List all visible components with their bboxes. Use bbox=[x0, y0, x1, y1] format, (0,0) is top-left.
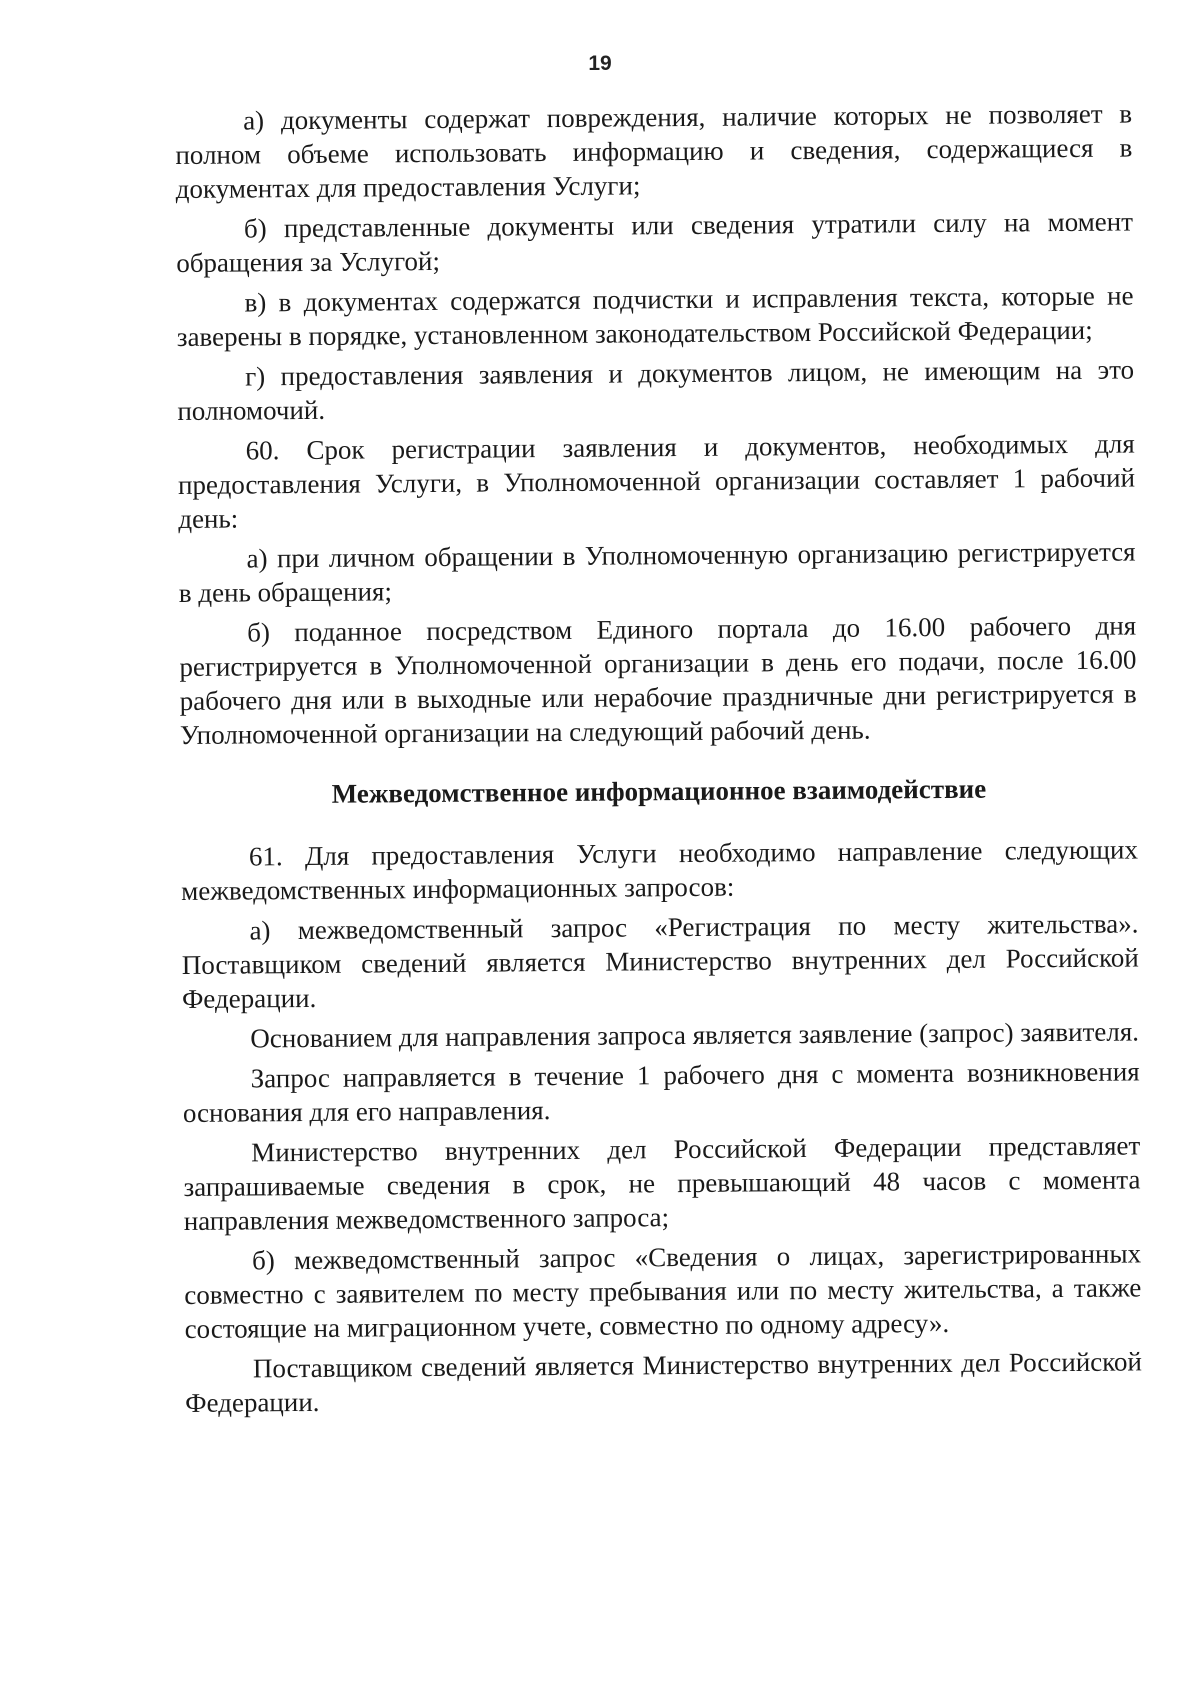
paragraph-61-b-request: б) межведомственный запрос «Сведения о лицах, зарегистрированных совместно с заявителем по месту пребывания или по месту жительства, а также состоящие на миграционном учете, совместно по одному адресу». bbox=[184, 1238, 1142, 1344]
paragraph-item-b-expired: б) представленные документы или сведения утратили силу на момент обращения за Услугой; bbox=[176, 206, 1134, 278]
paragraph-request-basis: Основанием для направления запроса является заявление (запрос) заявителя. bbox=[250, 1016, 1140, 1054]
paragraph-item-a-damaged: а) документы содержат повреждения, наличие которых не позволяет в полном объеме использовать информацию и сведения, содержащиеся в документах для предоставления Услуги; bbox=[175, 98, 1133, 204]
paragraph-response-term: Министерство внутренних дел Российской Федерации представляет запрашиваемые сведения в срок, не превышающий 48 часов с момента направления межведомственного запроса; bbox=[183, 1130, 1141, 1236]
paragraph-60-b-portal: б) поданное посредством Единого портала до 16.00 рабочего дня регистрируется в Уполномоченной организации в день его подачи, после 16.00 рабочего дня или в выходные или нерабочие праздничные дни регистрируется в Уполномоченной организации на следующий рабочий день. bbox=[179, 610, 1137, 750]
paragraph-60-a-personal: а) при личном обращении в Уполномоченную организацию регистрируется в день обращения; bbox=[178, 536, 1136, 608]
paragraph-supplier: Поставщиком сведений является Министерство внутренних дел Российской Федерации. bbox=[185, 1346, 1143, 1418]
paragraph-item-g-no-authority: г) предоставления заявления и документов лицом, не имеющим на это полномочий. bbox=[177, 354, 1135, 426]
paragraph-item-v-corrections: в) в документах содержатся подчистки и исправления текста, которые не заверены в порядке, установленном законодательством Российской Федерации; bbox=[176, 280, 1134, 352]
section-heading: Межведомственное информационное взаимодействие bbox=[331, 773, 987, 809]
page-number: 19 bbox=[588, 52, 612, 75]
paragraph-61-requests: 61. Для предоставления Услуги необходимо направление следующих межведомственных информационных запросов: bbox=[181, 834, 1139, 906]
document-body bbox=[175, 96, 1142, 1425]
paragraph-60-registration-term: 60. Срок регистрации заявления и документов, необходимых для предоставления Услуги, в Уполномоченной организации составляет 1 рабочий день: bbox=[177, 428, 1136, 534]
paragraph-61-a-request: а) межведомственный запрос «Регистрация по месту жительства». Поставщиком сведений является Министерство внутренних дел Российской Федерации. bbox=[181, 908, 1139, 1014]
paragraph-request-timing: Запрос направляется в течение 1 рабочего дня с момента возникновения основания для его направления. bbox=[182, 1056, 1140, 1128]
